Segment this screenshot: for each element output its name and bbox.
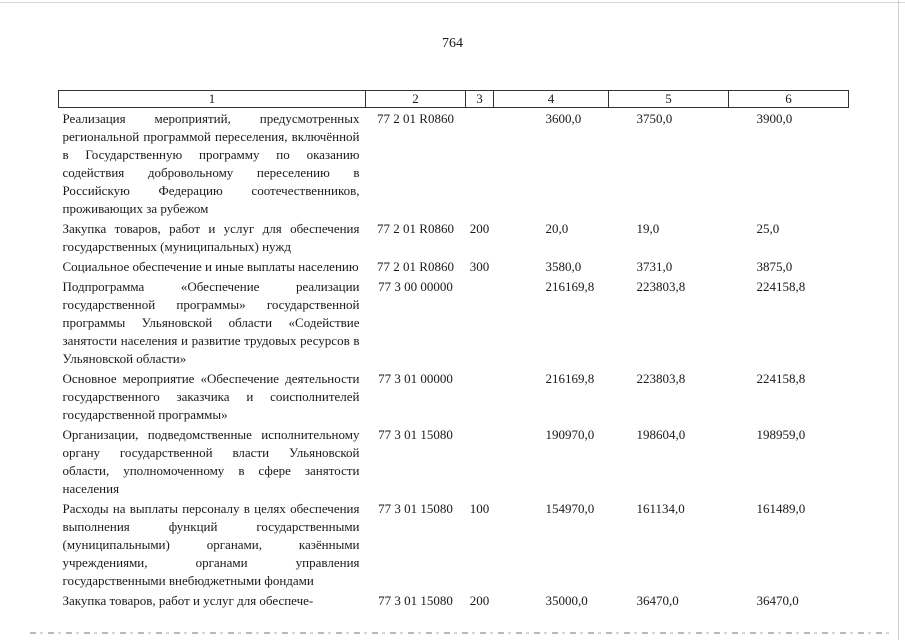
table-body xyxy=(59,108,849,611)
row-value-col4: 216169,8 xyxy=(545,371,595,386)
table-row xyxy=(59,256,849,276)
row-value-col5: 198604,0 xyxy=(636,427,686,442)
row-value-col5: 3731,0 xyxy=(636,259,673,274)
row-code: 77 3 01 15080 xyxy=(378,427,453,442)
row-value-col6: 3900,0 xyxy=(756,111,793,126)
row-expense-type: 200 xyxy=(469,221,490,236)
row-value-col4: 35000,0 xyxy=(545,593,588,608)
table-row xyxy=(59,218,849,256)
header-col-1: 1 xyxy=(59,91,366,108)
row-value-col6: 224158,8 xyxy=(756,371,806,386)
row-value-col4: 3580,0 xyxy=(545,259,582,274)
row-value-col6: 224158,8 xyxy=(756,279,806,294)
row-name: Основное мероприятие «Обеспечение деятельности государственного заказчика и соисполнителей государственной программы» xyxy=(62,371,360,422)
page-edge-top xyxy=(0,2,905,3)
row-name: Подпрограмма «Обеспечение реализации государственной программы» государственной программы Ульяновской области «Содействие занятости населения и развитие трудовых ресурсов в Ульяновской области» xyxy=(62,279,360,366)
row-value-col5: 223803,8 xyxy=(636,279,686,294)
row-code: 77 2 01 R0860 xyxy=(377,111,454,126)
row-value-col6: 198959,0 xyxy=(756,427,806,442)
header-col-3: 3 xyxy=(466,91,494,108)
row-value-col5: 3750,0 xyxy=(636,111,673,126)
row-code: 77 2 01 R0860 xyxy=(377,259,454,274)
row-value-col5: 19,0 xyxy=(636,221,660,236)
row-value-col6: 25,0 xyxy=(756,221,780,236)
table-row xyxy=(59,590,849,610)
table-row xyxy=(59,498,849,590)
row-value-col5: 223803,8 xyxy=(636,371,686,386)
page-edge-bottom xyxy=(30,632,890,634)
row-expense-type xyxy=(466,108,494,219)
row-code: 77 3 01 00000 xyxy=(378,371,453,386)
table-row xyxy=(59,368,849,424)
row-expense-type: 200 xyxy=(469,593,490,608)
row-value-col4: 154970,0 xyxy=(545,501,595,516)
row-value-col5: 36470,0 xyxy=(636,593,679,608)
row-value-col4: 3600,0 xyxy=(545,111,582,126)
row-code: 77 3 01 15080 xyxy=(378,593,453,608)
table-row xyxy=(59,424,849,498)
row-expense-type xyxy=(466,424,494,498)
table-header xyxy=(59,91,849,108)
row-value-col6: 36470,0 xyxy=(756,593,799,608)
row-code: 77 3 01 15080 xyxy=(378,501,453,516)
row-name: Закупка товаров, работ и услуг для обеспече- xyxy=(62,593,314,608)
row-value-col6: 161489,0 xyxy=(756,501,806,516)
row-value-col4: 190970,0 xyxy=(545,427,595,442)
table-row xyxy=(59,276,849,368)
header-col-2: 2 xyxy=(366,91,466,108)
table-row xyxy=(59,108,849,219)
row-name: Реализация мероприятий, предусмотренных региональной программой переселения, включённой в Государственную программу по оказанию содействия добровольному переселению в Российскую Федерацию соотечественников, проживающих за рубежом xyxy=(62,111,360,216)
row-code: 77 2 01 R0860 xyxy=(377,221,454,236)
row-expense-type: 300 xyxy=(469,259,490,274)
row-value-col4: 216169,8 xyxy=(545,279,595,294)
page-number: 764 xyxy=(442,36,463,51)
page-edge-right xyxy=(898,0,899,640)
row-value-col5: 161134,0 xyxy=(636,501,685,516)
row-value-col4: 20,0 xyxy=(545,221,569,236)
row-name: Организации, подведомственные исполнительному органу государственной власти Ульяновской области, уполномоченному в сфере занятости населения xyxy=(62,427,360,496)
row-expense-type: 100 xyxy=(469,501,490,516)
header-col-5: 5 xyxy=(609,91,729,108)
row-name: Закупка товаров, работ и услуг для обеспечения государственных (муниципальных) нужд xyxy=(62,221,360,254)
row-expense-type xyxy=(466,368,494,424)
budget-table xyxy=(58,90,849,610)
row-name: Социальное обеспечение и иные выплаты населению xyxy=(62,259,359,274)
row-code: 77 3 00 00000 xyxy=(378,279,453,294)
row-expense-type xyxy=(466,276,494,368)
row-value-col6: 3875,0 xyxy=(756,259,793,274)
header-col-6: 6 xyxy=(729,91,849,108)
header-col-4: 4 xyxy=(494,91,609,108)
row-name: Расходы на выплаты персоналу в целях обеспечения выполнения функций государственными (муниципальными) органами, казёнными учреждениями, органами управления государственными внебюджетными фондами xyxy=(62,501,360,588)
